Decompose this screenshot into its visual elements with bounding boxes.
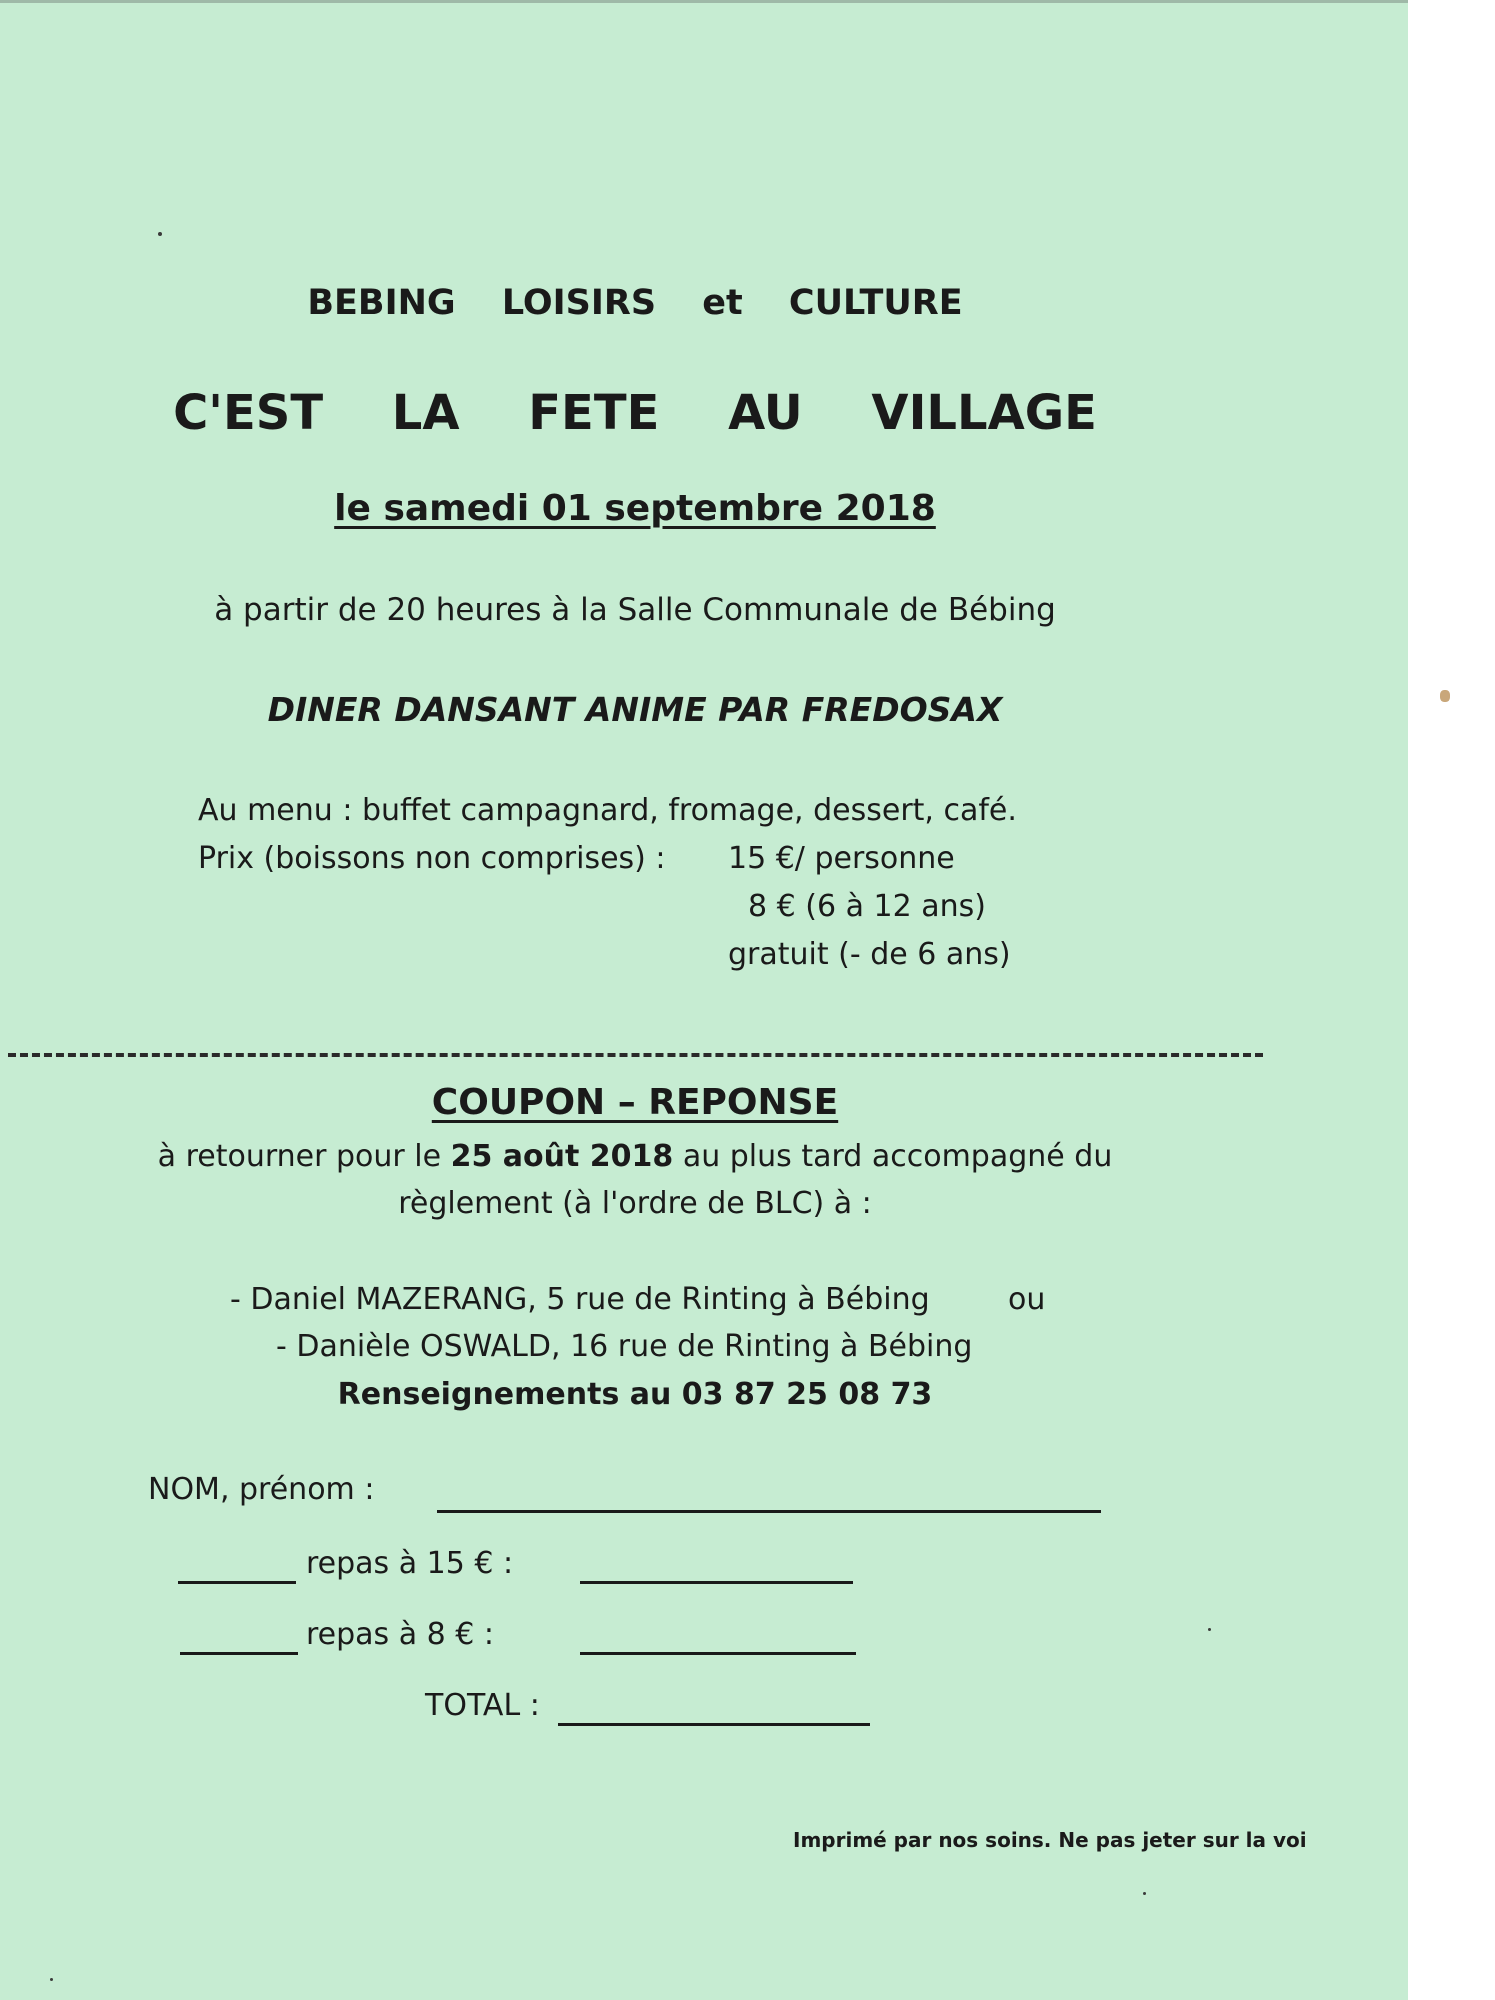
meal8-label: repas à 8 € : [306, 1617, 494, 1652]
price-child: 8 € (6 à 12 ans) [748, 889, 986, 924]
return-prefix: à retourner pour le [157, 1139, 451, 1174]
return-deadline: 25 août 2018 [450, 1139, 674, 1174]
contact-phone: Renseignements au 03 87 25 08 73 [337, 1377, 933, 1412]
scan-edge [0, 0, 1408, 3]
event-title: C'EST LA FETE AU VILLAGE [173, 385, 1097, 441]
cut-line [8, 1053, 1263, 1057]
meal8-amount-line[interactable] [580, 1652, 856, 1655]
return-payment-line: règlement (à l'ordre de BLC) à : [398, 1186, 872, 1221]
total-fill-line[interactable] [558, 1723, 870, 1726]
event-time-place: à partir de 20 heures à la Salle Communale de Bébing [214, 592, 1056, 628]
event-date-text: le samedi 01 septembre 2018 [334, 488, 936, 529]
paper-stain [1440, 690, 1450, 702]
price-label: Prix (boissons non comprises) : [198, 841, 666, 876]
name-fill-line[interactable] [437, 1510, 1101, 1513]
meal15-amount-line[interactable] [580, 1581, 853, 1584]
return-suffix: au plus tard accompagné du [673, 1139, 1113, 1174]
scan-speck [1143, 1892, 1146, 1895]
meal15-label: repas à 15 € : [306, 1546, 514, 1581]
address-or: ou [1008, 1282, 1046, 1317]
scan-speck [1208, 1628, 1211, 1631]
total-label: TOTAL : [425, 1688, 540, 1723]
price-free: gratuit (- de 6 ans) [728, 937, 1011, 972]
print-note: Imprimé par nos soins. Ne pas jeter sur la voi [793, 1828, 1307, 1852]
coupon-title-text: COUPON – REPONSE [431, 1082, 839, 1123]
address-mazerang: - Daniel MAZERANG, 5 rue de Rinting à Bébing [230, 1282, 930, 1317]
name-label: NOM, prénom : [148, 1472, 375, 1507]
meal15-qty-line[interactable] [178, 1581, 296, 1584]
return-instructions [0, 1139, 1270, 1174]
price-adult: 15 €/ personne [728, 841, 955, 876]
coupon-title [0, 1082, 1270, 1123]
menu-line: Au menu : buffet campagnard, fromage, dessert, café. [198, 793, 1017, 828]
address-oswald: - Danièle OSWALD, 16 rue de Rinting à Bébing [276, 1329, 973, 1364]
dinner-announcement: DINER DANSANT ANIME PAR FREDOSAX [267, 690, 1003, 729]
scan-speck [158, 232, 162, 236]
scan-speck [50, 1978, 53, 1981]
meal8-qty-line[interactable] [180, 1652, 298, 1655]
event-date [0, 488, 1270, 529]
organization-name: BEBING LOISIRS et CULTURE [307, 283, 963, 323]
